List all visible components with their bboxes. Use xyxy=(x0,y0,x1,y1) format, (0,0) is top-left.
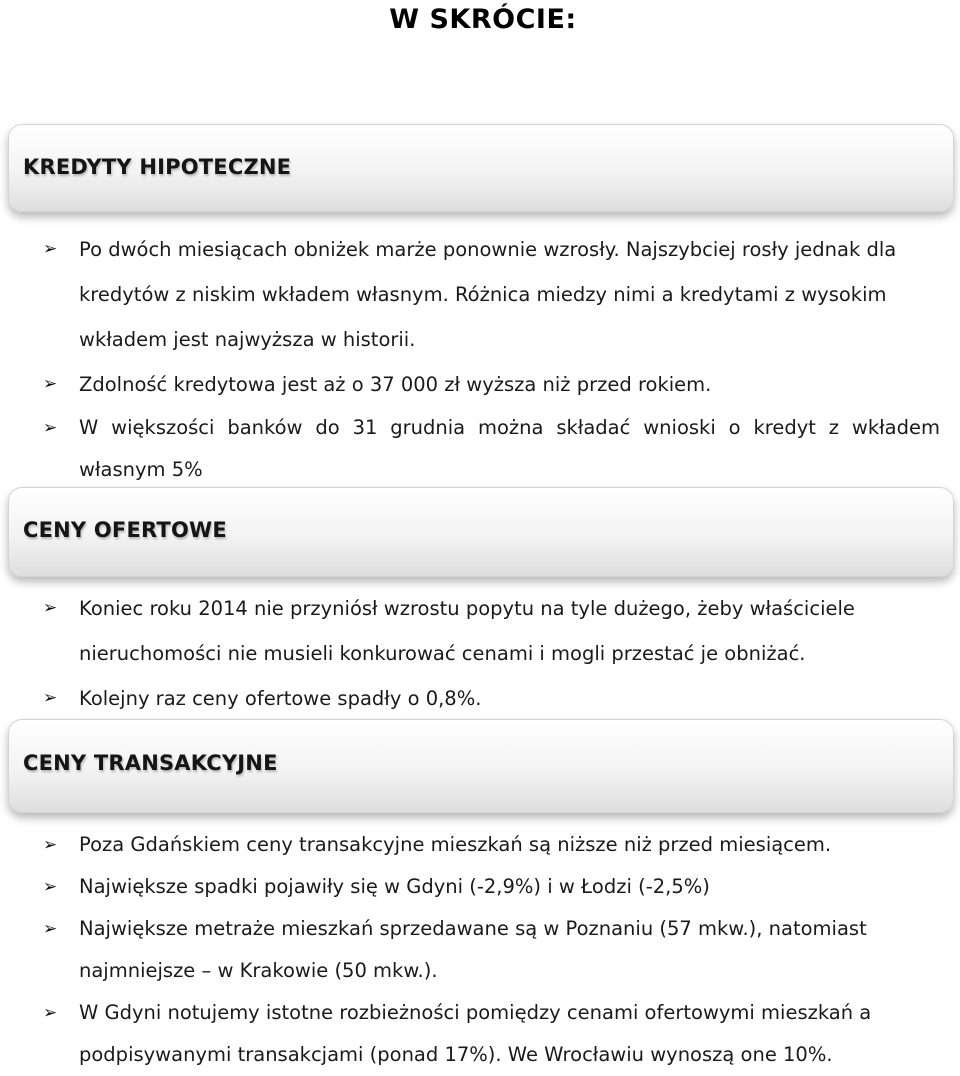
arrow-bullet-icon: ➢ xyxy=(43,239,58,259)
arrow-bullet-icon: ➢ xyxy=(43,1003,58,1023)
list-item xyxy=(0,824,960,866)
page-title: W SKRÓCIE: xyxy=(389,4,577,35)
section-heading-kredyty-hipoteczne: KREDYTY HIPOTECZNE xyxy=(23,155,292,179)
list-item-text: W Gdyni notujemy istotne rozbieżności pomiędzy cenami ofertowymi mieszkań a podpisywanymi transakcjami (ponad 17%). We Wrocławiu wynoszą one 10%. xyxy=(79,1001,872,1066)
list-item xyxy=(0,866,960,908)
list-item-text: W większości banków do 31 grudnia można składać wnioski o kredyt z wkładem własnym 5% xyxy=(79,416,940,481)
list-item xyxy=(0,362,960,407)
arrow-bullet-icon: ➢ xyxy=(43,374,58,394)
list-item-text: Największe spadki pojawiły się w Gdyni (-2,9%) i w Łodzi (-2,5%) xyxy=(79,875,710,898)
list-item-text: Największe metraże mieszkań sprzedawane są w Poznaniu (57 mkw.), natomiast najmniejsze – w Krakowie (50 mkw.). xyxy=(79,917,867,982)
list-item xyxy=(0,586,960,676)
bullet-list-ceny-ofertowe xyxy=(0,586,960,721)
section-bar-ceny-transakcyjne xyxy=(8,719,954,813)
bullet-list-ceny-transakcyjne xyxy=(0,824,960,1076)
list-item xyxy=(0,908,960,992)
bullet-list-kredyty-hipoteczne xyxy=(0,227,960,491)
list-item-text: Kolejny raz ceny ofertowe spadły o 0,8%. xyxy=(79,687,482,710)
section-bar-ceny-ofertowe xyxy=(8,487,954,577)
list-item xyxy=(0,992,960,1076)
list-item-text: Zdolność kredytowa jest aż o 37 000 zł wyższa niż przed rokiem. xyxy=(79,373,712,396)
list-item-text: Koniec roku 2014 nie przyniósł wzrostu popytu na tyle dużego, żeby właściciele nieruchomości nie musieli konkurować cenami i mogli przestać je obniżać. xyxy=(79,597,855,665)
section-heading-ceny-transakcyjne: CENY TRANSAKCYJNE xyxy=(23,751,278,775)
arrow-bullet-icon: ➢ xyxy=(43,919,58,939)
arrow-bullet-icon: ➢ xyxy=(43,598,58,618)
list-item xyxy=(0,676,960,721)
arrow-bullet-icon: ➢ xyxy=(43,418,58,438)
section-bar-kredyty-hipoteczne xyxy=(8,124,954,212)
arrow-bullet-icon: ➢ xyxy=(43,688,58,708)
arrow-bullet-icon: ➢ xyxy=(43,877,58,897)
list-item-text: Po dwóch miesiącach obniżek marże ponownie wzrosły. Najszybciej rosły jednak dla kredytów z niskim wkładem własnym. Różnica miedzy nimi a kredytami z wysokim wkładem jest najwyższa w historii. xyxy=(79,238,897,351)
arrow-bullet-icon: ➢ xyxy=(43,835,58,855)
list-item xyxy=(0,227,960,362)
list-item xyxy=(0,407,960,491)
section-heading-ceny-ofertowe: CENY OFERTOWE xyxy=(23,518,227,542)
list-item-text: Poza Gdańskiem ceny transakcyjne mieszkań są niższe niż przed miesiącem. xyxy=(79,833,832,856)
